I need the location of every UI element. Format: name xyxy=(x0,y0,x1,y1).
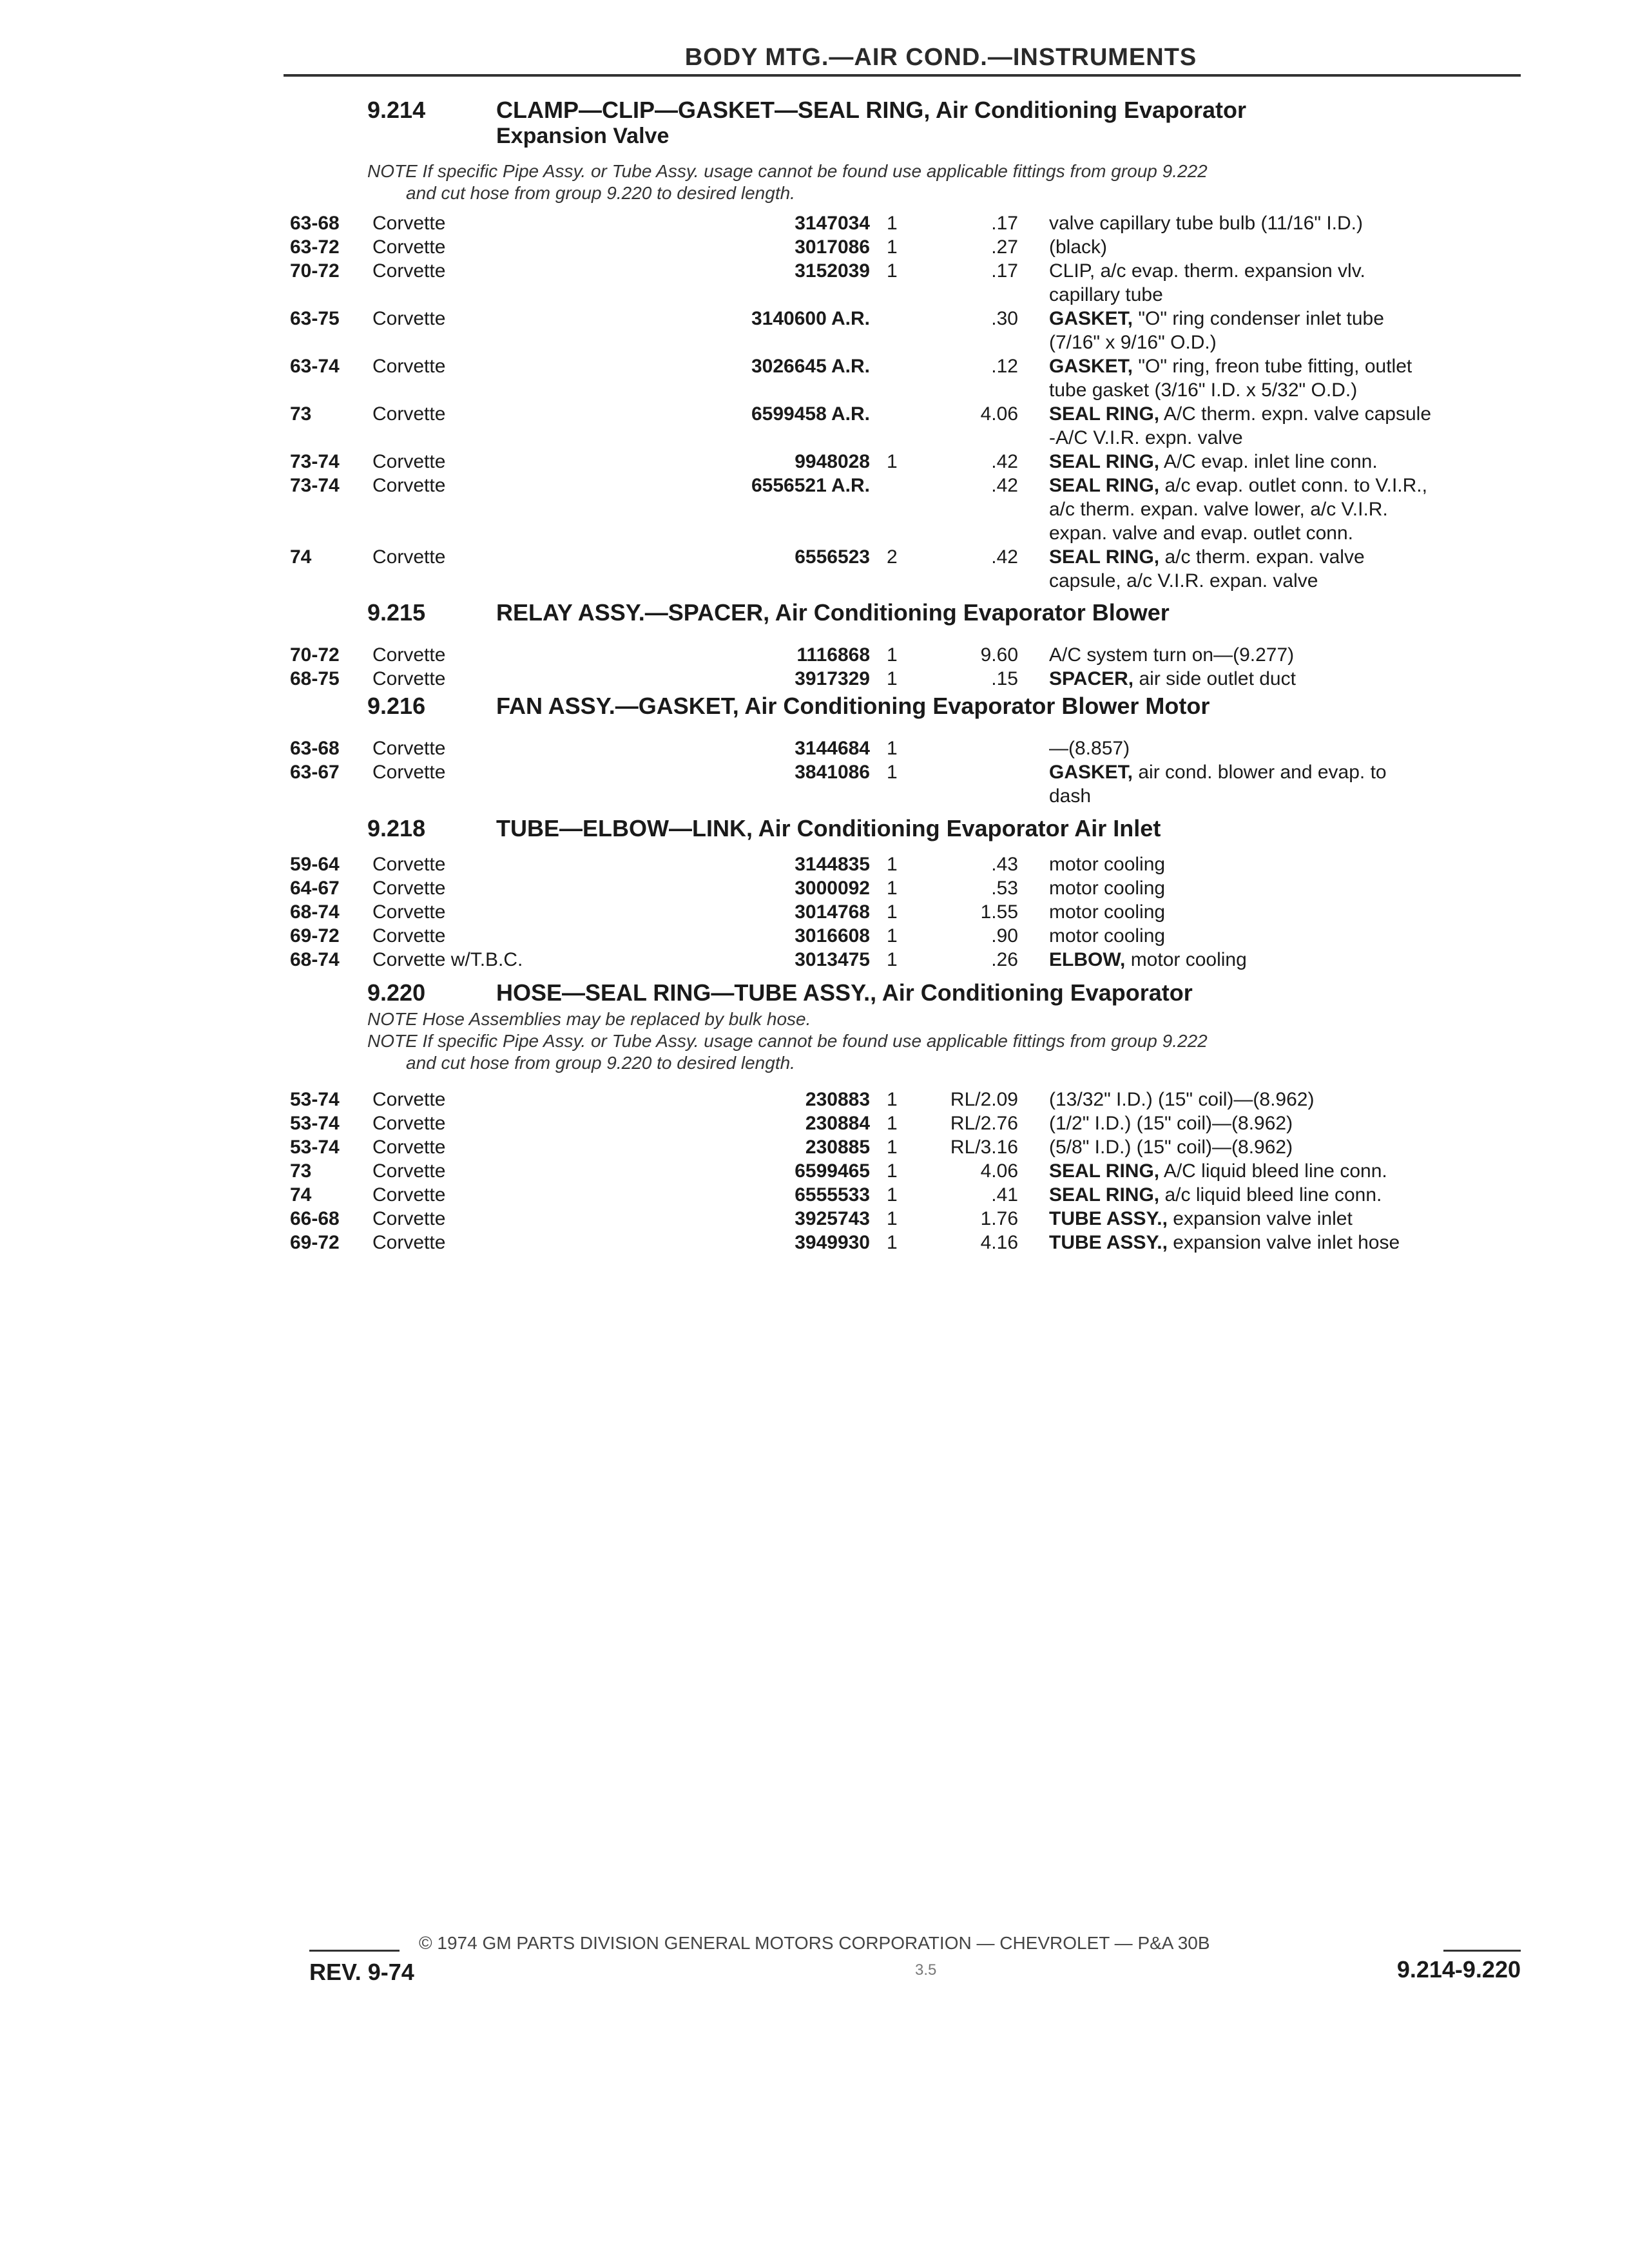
model-name: Corvette xyxy=(372,403,446,425)
description-text: "O" ring, freon tube fitting, outlet xyxy=(1138,356,1412,377)
price: .42 xyxy=(991,546,1018,568)
model-years: 63-68 xyxy=(290,738,340,759)
description-text: motor cooling xyxy=(1049,925,1166,947)
description-text: a/c evap. outlet conn. to V.I.R., xyxy=(1164,475,1427,496)
section-number: 9.220 xyxy=(367,979,426,1006)
part-description xyxy=(1049,644,1294,666)
quantity: 1 xyxy=(887,644,898,666)
description-text: capillary tube xyxy=(1049,284,1163,305)
price: .17 xyxy=(991,213,1018,234)
quantity: 1 xyxy=(887,1232,898,1253)
part-description xyxy=(1049,499,1388,521)
model-years: 68-74 xyxy=(290,901,340,923)
section-title xyxy=(367,599,1170,626)
part-description xyxy=(1049,260,1365,282)
description-keyword: SEAL RING, xyxy=(1049,403,1160,425)
footer-rule-right xyxy=(1443,1950,1521,1952)
model-name: Corvette xyxy=(372,213,446,234)
model-years: 64-67 xyxy=(290,878,340,899)
part-number: 3016608 xyxy=(795,925,870,947)
price: .15 xyxy=(991,668,1018,689)
section-number: 9.218 xyxy=(367,815,426,841)
part-description xyxy=(1049,1137,1293,1158)
price: .27 xyxy=(991,236,1018,258)
part-description xyxy=(1049,1113,1293,1135)
description-text: (7/16" x 9/16" O.D.) xyxy=(1049,332,1217,353)
description-text: motor cooling xyxy=(1049,854,1166,875)
model-years: 73 xyxy=(290,1160,312,1182)
price: .26 xyxy=(991,949,1018,970)
part-description xyxy=(1049,332,1217,354)
part-number: 3152039 xyxy=(795,260,870,282)
part-number: 1116868 xyxy=(796,644,870,666)
description-text: (black) xyxy=(1049,236,1108,258)
model-name: Corvette xyxy=(372,475,446,496)
quantity: 1 xyxy=(887,925,898,947)
price: .12 xyxy=(991,356,1018,377)
model-years: 63-68 xyxy=(290,213,340,234)
model-name: Corvette xyxy=(372,260,446,282)
description-text: expansion valve inlet hose xyxy=(1173,1232,1400,1253)
description-keyword: SEAL RING, xyxy=(1049,475,1160,496)
model-name: Corvette xyxy=(372,762,446,783)
part-description xyxy=(1049,523,1353,544)
part-description xyxy=(1049,380,1357,401)
description-text: a/c therm. expan. valve lower, a/c V.I.R. xyxy=(1049,499,1388,520)
price: .42 xyxy=(991,451,1018,472)
section-heading: TUBE—ELBOW—LINK, Air Conditioning Evaporator Air Inlet xyxy=(496,815,1161,841)
model-years: 73-74 xyxy=(290,451,340,472)
quantity: 1 xyxy=(887,949,898,970)
price: .17 xyxy=(991,260,1018,282)
part-number: 3144835 xyxy=(795,854,870,875)
price: 4.16 xyxy=(980,1232,1018,1253)
part-description xyxy=(1049,356,1412,378)
price: .53 xyxy=(991,878,1018,899)
description-keyword: SEAL RING, xyxy=(1049,546,1160,568)
price: RL/2.76 xyxy=(950,1113,1018,1134)
model-name: Corvette xyxy=(372,901,446,923)
part-description xyxy=(1049,427,1243,449)
header-rule xyxy=(284,74,1521,77)
footer-rule-left xyxy=(309,1950,400,1952)
description-text: expan. valve and evap. outlet conn. xyxy=(1049,523,1354,544)
page-title: BODY MTG.—AIR COND.—INSTRUMENTS xyxy=(684,44,1197,71)
description-text: A/C evap. inlet line conn. xyxy=(1163,451,1378,472)
model-name: Corvette xyxy=(372,1089,446,1110)
description-text: motor cooling xyxy=(1049,878,1166,899)
part-number: 3000092 xyxy=(795,878,870,899)
price: .42 xyxy=(991,475,1018,496)
description-text: a/c liquid bleed line conn. xyxy=(1164,1184,1382,1206)
part-number: 3144684 xyxy=(795,738,870,759)
part-description xyxy=(1049,1184,1382,1206)
model-name: Corvette xyxy=(372,878,446,899)
section-heading: HOSE—SEAL RING—TUBE ASSY., Air Conditioning Evaporator xyxy=(496,979,1193,1006)
part-description xyxy=(1049,762,1387,783)
copyright-line: © 1974 GM PARTS DIVISION GENERAL MOTORS CORPORATION — CHEVROLET — P&A 30B xyxy=(419,1933,1210,1953)
description-text: dash xyxy=(1049,785,1092,807)
model-years: 70-72 xyxy=(290,644,340,666)
part-description xyxy=(1049,785,1091,807)
description-keyword: SPACER, xyxy=(1049,668,1134,689)
price: 1.55 xyxy=(980,901,1018,923)
part-number: 3841086 xyxy=(795,762,870,783)
price: 9.60 xyxy=(980,644,1018,666)
quantity: 1 xyxy=(887,236,898,258)
model-years: 63-74 xyxy=(290,356,340,377)
description-text: (1/2" I.D.) (15" coil)—(8.962) xyxy=(1049,1113,1293,1134)
model-years: 53-74 xyxy=(290,1089,340,1110)
price: RL/2.09 xyxy=(950,1089,1018,1110)
section-number: 9.214 xyxy=(367,97,426,123)
part-number: 6556521 A.R. xyxy=(751,475,870,496)
quantity: 1 xyxy=(887,1089,898,1110)
section-title xyxy=(367,97,1246,124)
description-keyword: TUBE ASSY., xyxy=(1049,1208,1168,1229)
description-keyword: SEAL RING, xyxy=(1049,1160,1160,1182)
price: RL/3.16 xyxy=(950,1137,1018,1158)
revision-label: REV. 9-74 xyxy=(309,1959,414,1985)
part-description xyxy=(1049,738,1130,760)
model-years: 59-64 xyxy=(290,854,340,875)
model-years: 66-68 xyxy=(290,1208,340,1229)
part-number: 6556523 xyxy=(795,546,870,568)
part-description xyxy=(1049,546,1365,568)
description-keyword: SEAL RING, xyxy=(1049,1184,1160,1206)
model-name: Corvette xyxy=(372,356,446,377)
description-text: CLIP, a/c evap. therm. expansion vlv. xyxy=(1049,260,1365,282)
part-description xyxy=(1049,854,1165,876)
quantity: 1 xyxy=(887,213,898,234)
part-description xyxy=(1049,1160,1387,1182)
model-years: 70-72 xyxy=(290,260,340,282)
description-text: expansion valve inlet xyxy=(1173,1208,1353,1229)
section-note: and cut hose from group 9.220 to desired length. xyxy=(406,183,795,203)
part-number: 6599465 xyxy=(795,1160,870,1182)
model-name: Corvette xyxy=(372,1137,446,1158)
model-years: 68-74 xyxy=(290,949,340,970)
model-name: Corvette xyxy=(372,738,446,759)
quantity: 1 xyxy=(887,1208,898,1229)
part-description xyxy=(1049,925,1165,947)
page-header xyxy=(284,44,1521,77)
price: .90 xyxy=(991,925,1018,947)
section-title xyxy=(367,693,1210,720)
part-description xyxy=(1049,403,1431,425)
part-description xyxy=(1049,1208,1353,1230)
model-years: 68-75 xyxy=(290,668,340,689)
part-number: 3949930 xyxy=(795,1232,870,1253)
quantity: 2 xyxy=(887,546,898,568)
quantity: 1 xyxy=(887,1113,898,1134)
section-title xyxy=(367,979,1193,1006)
part-number: 6555533 xyxy=(795,1184,870,1206)
part-description xyxy=(1049,284,1163,306)
description-keyword: SEAL RING, xyxy=(1049,451,1160,472)
model-years: 69-72 xyxy=(290,1232,340,1253)
section-note: and cut hose from group 9.220 to desired length. xyxy=(406,1053,795,1073)
description-keyword: TUBE ASSY., xyxy=(1049,1232,1168,1253)
description-text: air side outlet duct xyxy=(1139,668,1296,689)
part-number: 230883 xyxy=(805,1089,870,1110)
description-text: a/c therm. expan. valve xyxy=(1164,546,1365,568)
part-number: 9948028 xyxy=(795,451,870,472)
part-description xyxy=(1049,949,1247,971)
model-name: Corvette xyxy=(372,236,446,258)
part-description xyxy=(1049,668,1296,690)
section-note: NOTE If specific Pipe Assy. or Tube Assy. usage cannot be found use applicable fittings from group 9.222 xyxy=(367,161,1208,181)
description-text: -A/C V.I.R. expn. valve xyxy=(1049,427,1243,448)
part-description xyxy=(1049,1089,1314,1111)
description-text: A/C therm. expn. valve capsule xyxy=(1163,403,1432,425)
price: .41 xyxy=(991,1184,1018,1206)
model-years: 53-74 xyxy=(290,1137,340,1158)
section-note: NOTE If specific Pipe Assy. or Tube Assy. usage cannot be found use applicable fittings from group 9.222 xyxy=(367,1031,1208,1051)
section-heading: CLAMP—CLIP—GASKET—SEAL RING, Air Conditioning Evaporator xyxy=(496,97,1247,123)
part-number: 3147034 xyxy=(795,213,870,234)
part-number: 3925743 xyxy=(795,1208,870,1229)
section-title xyxy=(367,815,1161,842)
model-years: 73-74 xyxy=(290,475,340,496)
description-text: (5/8" I.D.) (15" coil)—(8.962) xyxy=(1049,1137,1293,1158)
model-name: Corvette xyxy=(372,1184,446,1206)
quantity: 1 xyxy=(887,451,898,472)
description-text: A/C liquid bleed line conn. xyxy=(1163,1160,1387,1182)
model-name: Corvette xyxy=(372,1113,446,1134)
description-text: motor cooling xyxy=(1130,949,1247,970)
description-keyword: GASKET, xyxy=(1049,356,1133,377)
description-keyword: ELBOW, xyxy=(1049,949,1126,970)
quantity: 1 xyxy=(887,901,898,923)
description-text: —(8.857) xyxy=(1049,738,1130,759)
description-keyword: GASKET, xyxy=(1049,762,1133,783)
section-number: 9.215 xyxy=(367,599,426,626)
model-name: Corvette xyxy=(372,854,446,875)
model-name: Corvette xyxy=(372,1160,446,1182)
price: .43 xyxy=(991,854,1018,875)
model-years: 63-67 xyxy=(290,762,340,783)
part-description xyxy=(1049,308,1384,330)
page-number: 3.5 xyxy=(915,1961,937,1979)
price: 4.06 xyxy=(980,1160,1018,1182)
part-description xyxy=(1049,570,1318,592)
description-text: valve capillary tube bulb (11/16" I.D.) xyxy=(1049,213,1364,234)
part-number: 230885 xyxy=(805,1137,870,1158)
quantity: 1 xyxy=(887,260,898,282)
part-description xyxy=(1049,451,1378,473)
model-name: Corvette xyxy=(372,668,446,689)
description-text: motor cooling xyxy=(1049,901,1166,923)
model-years: 74 xyxy=(290,1184,312,1206)
price: .30 xyxy=(991,308,1018,329)
quantity: 1 xyxy=(887,762,898,783)
part-description xyxy=(1049,475,1427,497)
model-name: Corvette xyxy=(372,925,446,947)
section-subtitle: Expansion Valve xyxy=(496,124,670,148)
model-years: 63-75 xyxy=(290,308,340,329)
model-years: 73 xyxy=(290,403,312,425)
model-years: 63-72 xyxy=(290,236,340,258)
description-text: air cond. blower and evap. to xyxy=(1138,762,1387,783)
model-name: Corvette xyxy=(372,1208,446,1229)
quantity: 1 xyxy=(887,1160,898,1182)
part-description xyxy=(1049,901,1165,923)
section-number: 9.216 xyxy=(367,693,426,719)
quantity: 1 xyxy=(887,1137,898,1158)
part-number: 3014768 xyxy=(795,901,870,923)
part-description xyxy=(1049,878,1165,899)
description-text: capsule, a/c V.I.R. expan. valve xyxy=(1049,570,1318,591)
description-text: A/C system turn on—(9.277) xyxy=(1049,644,1295,666)
part-number: 3017086 xyxy=(795,236,870,258)
quantity: 1 xyxy=(887,854,898,875)
quantity: 1 xyxy=(887,738,898,759)
part-number: 230884 xyxy=(805,1113,870,1134)
part-number: 3026645 A.R. xyxy=(751,356,870,377)
model-name: Corvette xyxy=(372,451,446,472)
page-range: 9.214-9.220 xyxy=(1396,1956,1521,1983)
section-note: NOTE Hose Assemblies may be replaced by bulk hose. xyxy=(367,1009,811,1029)
description-text: "O" ring condenser inlet tube xyxy=(1138,308,1384,329)
model-name: Corvette xyxy=(372,1232,446,1253)
quantity: 1 xyxy=(887,878,898,899)
description-text: tube gasket (3/16" I.D. x 5/32" O.D.) xyxy=(1049,380,1358,401)
description-text: (13/32" I.D.) (15" coil)—(8.962) xyxy=(1049,1089,1315,1110)
part-number: 3013475 xyxy=(795,949,870,970)
part-description xyxy=(1049,1232,1400,1254)
part-description xyxy=(1049,213,1363,235)
model-name: Corvette xyxy=(372,308,446,329)
part-number: 3917329 xyxy=(795,668,870,689)
description-keyword: GASKET, xyxy=(1049,308,1133,329)
model-years: 74 xyxy=(290,546,312,568)
section-heading: RELAY ASSY.—SPACER, Air Conditioning Evaporator Blower xyxy=(496,599,1170,626)
model-years: 53-74 xyxy=(290,1113,340,1134)
quantity: 1 xyxy=(887,668,898,689)
price: 1.76 xyxy=(980,1208,1018,1229)
model-years: 69-72 xyxy=(290,925,340,947)
quantity: 1 xyxy=(887,1184,898,1206)
price: 4.06 xyxy=(980,403,1018,425)
model-name: Corvette w/T.B.C. xyxy=(372,949,523,970)
section-heading: FAN ASSY.—GASKET, Air Conditioning Evaporator Blower Motor xyxy=(496,693,1210,719)
model-name: Corvette xyxy=(372,644,446,666)
part-number: 6599458 A.R. xyxy=(751,403,870,425)
model-name: Corvette xyxy=(372,546,446,568)
part-number: 3140600 A.R. xyxy=(751,308,870,329)
part-description xyxy=(1049,236,1107,258)
